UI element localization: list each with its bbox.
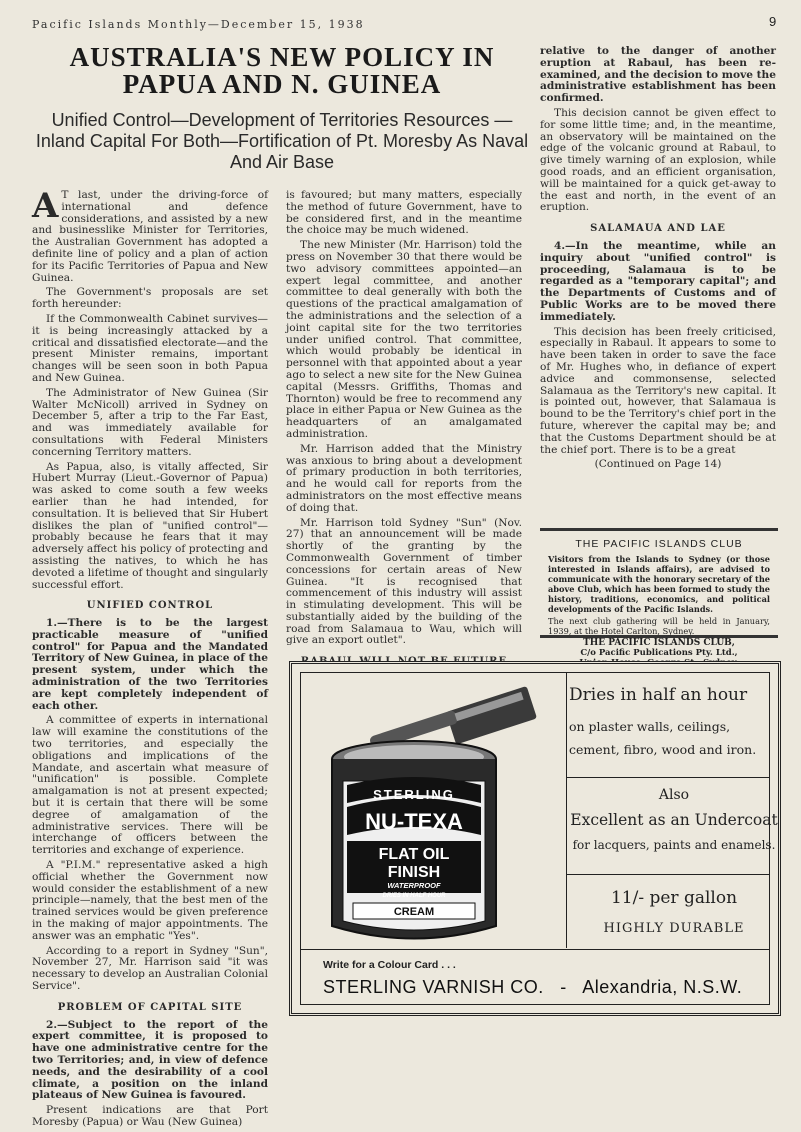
paragraph: This decision cannot be given effect to for some little time; and, in the meantime, an observatory will be maintained on the edge of the volcanic ground at Rabaul, to give timely warning of an explosion, while good roads, and an efficient organisation, will be maintained for a quick get-away to the east and north, in the event of an eruption.	[540, 106, 776, 214]
paragraph: 2.—Subject to the report of the expert committee, it is proposed to have one administrative centre for the two Territories; and, in view of defence needs, and the desirability of a cool climate, a position on the inland plateaus of New Guinea is favoured.	[32, 1018, 268, 1102]
club-name: THE PACIFIC ISLANDS CLUB,	[583, 638, 735, 648]
paragraph: 1.—There is to be the largest practicable measure of "unified control" for Papua and the Mandated Territory of New Guinea, in place of the present system, under which the administration of the two Territories are kept completely independent of each other.	[32, 617, 268, 712]
paragraph: If the Commonwealth Cabinet survives—it is being increasingly attacked by a critical and dissatisfied electorate—and the present Minister remains, important changes will be seen soon in both Papua and New Guinea.	[32, 312, 268, 384]
club-title: THE PACIFIC ISLANDS CLUB	[575, 538, 743, 550]
article-column-2	[286, 190, 522, 701]
advert-for-lacquers: for lacquers, paints and enamels.	[572, 838, 776, 852]
advert-undercoat: Excellent as an Undercoat	[570, 811, 778, 829]
club-gathering: The next club gathering will be held in January, 1939, at the Hotel Carlton, Sydney.	[548, 616, 770, 636]
paint-can-illustration	[309, 681, 559, 946]
can-finish-line1: FLAT OIL	[378, 846, 450, 863]
paragraph: Present indications are that Port Moresby (Papua) or Wau (New Guinea)	[32, 1104, 268, 1128]
advert-write-for-card: Write for a Colour Card . . .	[323, 959, 456, 971]
paragraph: 4.—In the meantime, while an inquiry about "unified control" is proceeding, Salamaua is to be regarded as a "temporary capital"; and the Departments of Customs and of Public Works are to be moved there immediately.	[540, 239, 776, 323]
paragraph: relative to the danger of another eruption at Rabaul, has been re-examined, and the decision to move the administrative establishment has been confirmed.	[540, 45, 776, 105]
paragraph: As Papua, also, is vitally affected, Sir Hubert Murray (Lieut.-Governor of Papua) was asked to come south a few weeks earlier than he had intended, for consultation. It is believed that Sir Hubert dislikes the plan of "unified control"—probably because he fears that it may adversely affect his policy of protecting and assisting the natives, to which he has devoted a lifetime of thought and singularly successful effort.	[32, 460, 268, 591]
article-subhead: Unified Control—Development of Territories Resources —Inland Capital For Both—Fortification of Pt. Moresby As Naval And Air Base	[35, 110, 529, 172]
paragraph: The new Minister (Mr. Harrison) told the press on November 30 that there would be two advisory committees appointed—an expert legal committee, and another committee to deal generally with both the questions of the practical amalgamation of the administrations and the selection of a joint capital site for the two territories under unified control. That committee, which would probably be identical in personnel with that appointed about a year ago to select a new site for the New Guinea capital (Messrs. Griffiths, Thomas and Thornton) would be free to recommend any place in either Papua or New Guinea as the headquarters of an amalgamated administration.	[286, 239, 522, 440]
can-product-name: NU-TEXA	[365, 809, 463, 834]
advert-divider	[301, 949, 769, 950]
article-headline: AUSTRALIA'S NEW POLICY IN PAPUA AND N. GUINEA	[69, 42, 495, 99]
sterling-advertisement	[289, 661, 781, 1016]
section-heading-capital-site: PROBLEM OF CAPITAL SITE	[57, 1001, 243, 1013]
advert-price: 11/- per gallon	[610, 888, 738, 908]
advert-also: Also	[658, 787, 690, 803]
opening-paragraph: A T last, under the driving-force of international and defence considerations, and assisted by a new and businesslike Minister for Territories, the Australian Government has adopted a definite line of policy and a plan of action for its Pacific Territories of Papua and New Guinea.	[32, 186, 268, 284]
continued-note: (Continued on Page 14)	[594, 458, 722, 471]
article-column-1	[32, 186, 268, 1132]
advert-divider	[566, 874, 769, 875]
paragraph: According to a report in Sydney "Sun", November 27, Mr. Harrison said "it was necessary to develop an Australian Colonial Service".	[32, 944, 268, 992]
can-brand: STERLING	[373, 787, 455, 802]
running-head: Pacific Islands Monthly—December 15, 1938	[32, 18, 365, 31]
advert-divider	[566, 777, 769, 778]
paragraph: Mr. Harrison added that the Ministry was anxious to bring about a development of primary production in both territories, and he would call for reports from the administrators on the most effective means of doing that.	[286, 442, 522, 514]
paragraph: The Administrator of New Guinea (Sir Walter McNicoll) arrived in Sydney on December 5, after a trip to the Far East, and was immediately available for consultations with Federal Ministers concerning Territory matters.	[32, 386, 268, 458]
advert-dries-headline: Dries in half an hour	[569, 685, 748, 705]
advert-durable: HIGHLY DURABLE	[603, 921, 745, 936]
paragraph: is favoured; but many matters, especially the method of future Government, have to be considered first, and in the meantime the choice may be much widened.	[286, 189, 522, 237]
can-colour: CREAM	[393, 906, 435, 918]
paragraph: The Government's proposals are set forth hereunder:	[32, 286, 268, 311]
can-finish-line2: FINISH	[387, 864, 441, 881]
paragraph: A committee of experts in international law will examine the constitutions of the two territories, and especially the obligations and implications of the Mandate, and ascertain what measure of "unification" is possible. Complete amalgamation is not at present expected; but it is certain that there will be some degree of amalgamation of the administrative services. There will be interchange of officers between the territories and exchange of experience.	[32, 714, 268, 857]
paragraph: This decision has been freely criticised, especially in Rabaul. It appears to some to have been taken in order to save the face of Mr. Hughes who, in defiance of expert advice and commonsense, selected Salamaua as the Territory's new capital. It is pointed out, however, that Salamaua is bound to be the Territory's chief port in the future, wherever the capital may be; and that the Customs Department should be at the chief port. There is to be a great	[540, 325, 776, 456]
article-column-3	[540, 46, 776, 474]
paragraph: A "P.I.M." representative asked a high official whether the Government now would consider the establishment of a new principle—namely, that the best men of the trained services would be given preference in the making of major appointments. The answer was an emphatic "Yes".	[32, 859, 268, 942]
section-heading-salamaua: SALAMAUA AND LAE	[590, 223, 726, 235]
advert-company: STERLING VARNISH CO. - Alexandria, N.S.W.	[323, 977, 743, 997]
can-waterproof: WATERPROOF	[387, 881, 441, 890]
drop-cap: A	[32, 186, 59, 226]
section-heading-unified-control: UNIFIED CONTROL	[86, 600, 214, 612]
club-body: Visitors from the Islands to Sydney (or those interested in Islands affairs), are advised to communicate with the honorary secretary of the above Club, which has been formed to study the history, traditions, economics, and political developments of the Pacific Islands.	[548, 554, 770, 614]
paragraph: Mr. Harrison told Sydney "Sun" (Nov. 27) that an announcement will be made shortly of the granting by the Commonwealth Government of timber concessions for certain areas of New Guinea. "It is recognised that commencement of this industry will assist in stimulating development. This will be substantially aided by the building of the road from Salamaua to Wau, which will give an export outlet".	[286, 516, 522, 647]
advert-surfaces: on plaster walls, ceilings, cement, fibro, wood and iron.	[569, 719, 757, 757]
club-notice-box	[540, 528, 778, 658]
page-number: 9	[769, 14, 777, 29]
club-care-of: C/o Pacific Publications Pty. Ltd.,	[580, 648, 738, 658]
advert-frame	[300, 672, 778, 1005]
can-dries: DRIES IN HALF HOUR	[382, 893, 446, 899]
